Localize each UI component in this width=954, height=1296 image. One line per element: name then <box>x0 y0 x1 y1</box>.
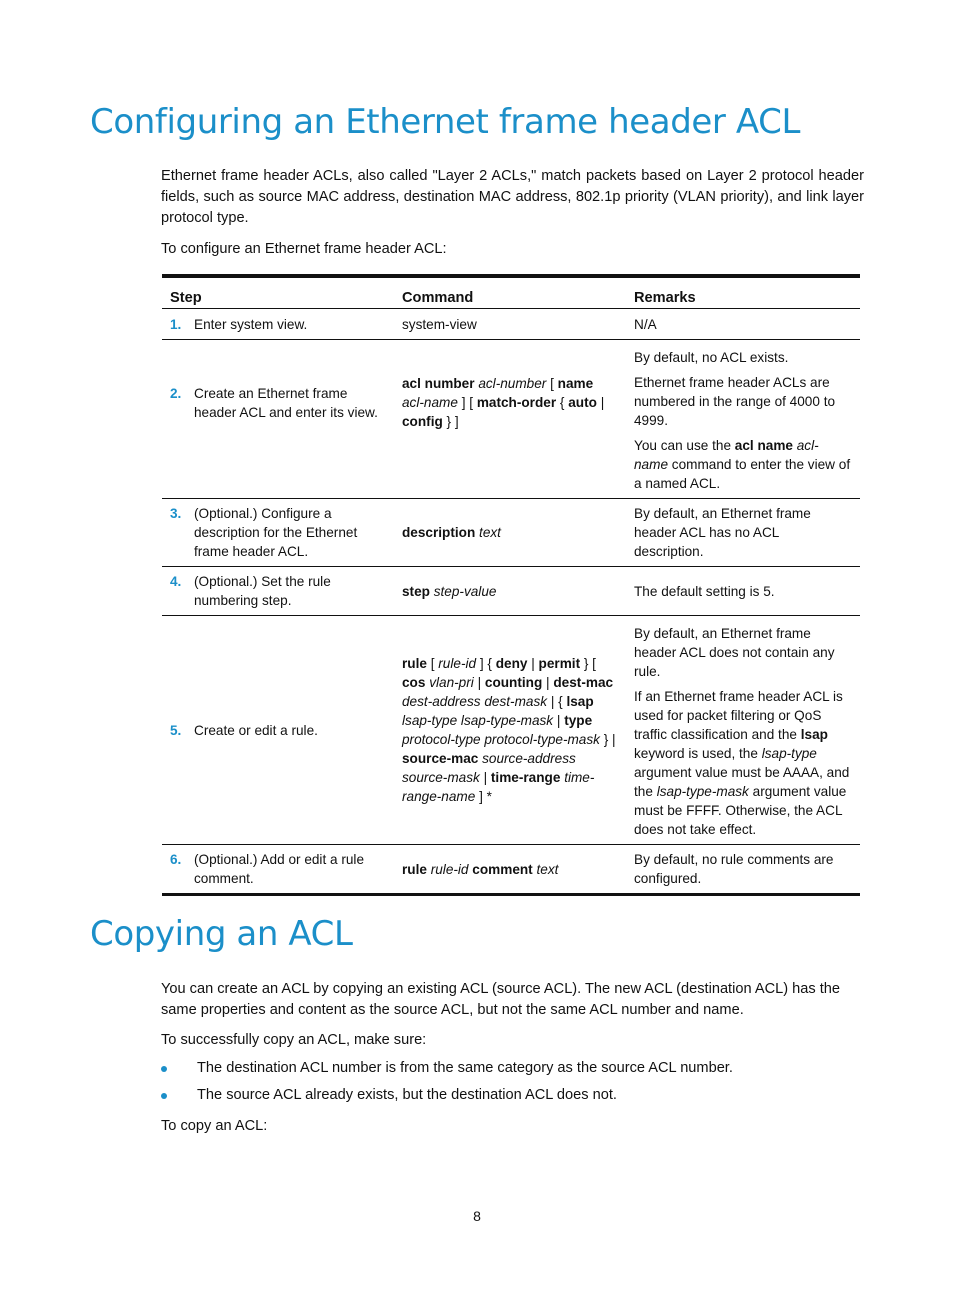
remark-text: By default, no rule comments are configured. <box>634 852 834 886</box>
table-row <box>162 845 860 895</box>
section-title-copying-acl: Copying an ACL <box>90 914 353 954</box>
step-cell <box>162 567 394 616</box>
step-cell <box>162 309 394 340</box>
command-cell <box>394 616 626 845</box>
command-text: system-view <box>402 316 477 332</box>
step-text: (Optional.) Configure a description for the Ethernet frame header ACL. <box>194 506 358 559</box>
bullet-icon <box>161 1066 167 1072</box>
intro-paragraph: Ethernet frame header ACLs, also called "Layer 2 ACLs," match packets based on Layer 2 protocol header fields, such as source MAC address, destination MAC address, 802.1p priority (VLAN priority), and link layer protocol type. <box>161 168 864 226</box>
command-cell <box>394 340 626 499</box>
command-text: rule [ rule-id ] { deny | permit } [ cos vlan-pri | counting | dest-mac dest-address dest-mask | { lsap lsap-type lsap-type-mask | type protocol-type protocol-type-mask } | source-mac source-address source-mask | time-range time-range-name ] * <box>402 656 616 804</box>
step-cell <box>162 616 394 845</box>
list-item <box>161 1085 733 1106</box>
remarks-cell <box>626 845 860 895</box>
remark-text: By default, an Ethernet frame header ACL does not contain any rule. <box>634 626 835 679</box>
table-row <box>162 616 860 845</box>
step-text: (Optional.) Set the rule numbering step. <box>194 574 331 608</box>
section-title-ethernet-acl: Configuring an Ethernet frame header ACL <box>90 102 801 142</box>
remark-text: By default, an Ethernet frame header ACL has no ACL description. <box>634 506 811 559</box>
step-number: 3. <box>170 506 182 521</box>
step-number: 4. <box>170 574 182 589</box>
command-cell <box>394 567 626 616</box>
step-number: 2. <box>170 385 182 401</box>
remarks-cell <box>626 567 860 616</box>
list-item <box>161 1058 733 1079</box>
header-command: Command <box>394 276 626 309</box>
list-item-text: The source ACL already exists, but the destination ACL does not. <box>197 1087 617 1103</box>
command-text: rule rule-id comment text <box>402 861 559 877</box>
table-lead-text: To configure an Ethernet frame header ACL: <box>161 241 447 257</box>
step-text: Enter system view. <box>194 317 308 332</box>
remarks-cell <box>626 309 860 340</box>
requirements-list <box>161 1058 733 1112</box>
header-step: Step <box>162 276 394 309</box>
step-number: 5. <box>170 722 182 738</box>
bullet-icon <box>161 1093 167 1099</box>
copy-intro-paragraph: You can create an ACL by copying an existing ACL (source ACL). The new ACL (destination ACL) has the same properties and content as the source ACL, but not the same ACL number and name. <box>161 981 841 1018</box>
step-cell <box>162 340 394 499</box>
copy-outro-text: To copy an ACL: <box>161 1118 268 1134</box>
ethernet-acl-config-table <box>162 274 860 896</box>
table-row <box>162 567 860 616</box>
step-cell <box>162 845 394 895</box>
list-item-text: The destination ACL number is from the same category as the source ACL number. <box>197 1060 733 1076</box>
remark-text: By default, no ACL exists. <box>634 350 789 365</box>
step-text: Create an Ethernet frame header ACL and enter its view. <box>194 385 378 420</box>
step-number: 6. <box>170 852 182 867</box>
step-cell <box>162 499 394 567</box>
remarks-cell <box>626 616 860 845</box>
table-row <box>162 499 860 567</box>
command-cell <box>394 309 626 340</box>
remarks-cell <box>626 340 860 499</box>
command-text: description text <box>402 525 501 540</box>
command-cell <box>394 845 626 895</box>
step-text: Create or edit a rule. <box>194 722 318 738</box>
step-number: 1. <box>170 317 182 332</box>
remark-text: The default setting is 5. <box>634 583 775 599</box>
table-header-row <box>162 276 860 309</box>
remark-text: Ethernet frame header ACLs are numbered in the range of 4000 to 4999. <box>634 375 836 428</box>
table-row <box>162 340 860 499</box>
remark-text: N/A <box>634 316 657 332</box>
remarks-cell <box>626 499 860 567</box>
remark-text: You can use the acl name acl-name command to enter the view of a named ACL. <box>634 438 851 491</box>
copy-lead-text: To successfully copy an ACL, make sure: <box>161 1032 427 1048</box>
table-row <box>162 309 860 340</box>
header-remarks: Remarks <box>626 276 860 309</box>
remark-text: If an Ethernet frame header ACL is used for packet filtering or QoS traffic classification and the lsap keyword is used, the lsap-type argument value must be AAAA, and the lsap-type-mask argument value must be FFFF. Otherwise, the ACL does not take effect. <box>634 689 850 837</box>
command-text: step step-value <box>402 583 497 599</box>
page-number: 8 <box>473 1208 481 1224</box>
command-cell <box>394 499 626 567</box>
step-text: (Optional.) Add or edit a rule comment. <box>194 852 365 886</box>
command-text: acl number acl-number [ name acl-name ] [ match-order { auto | config } ] <box>402 376 605 429</box>
